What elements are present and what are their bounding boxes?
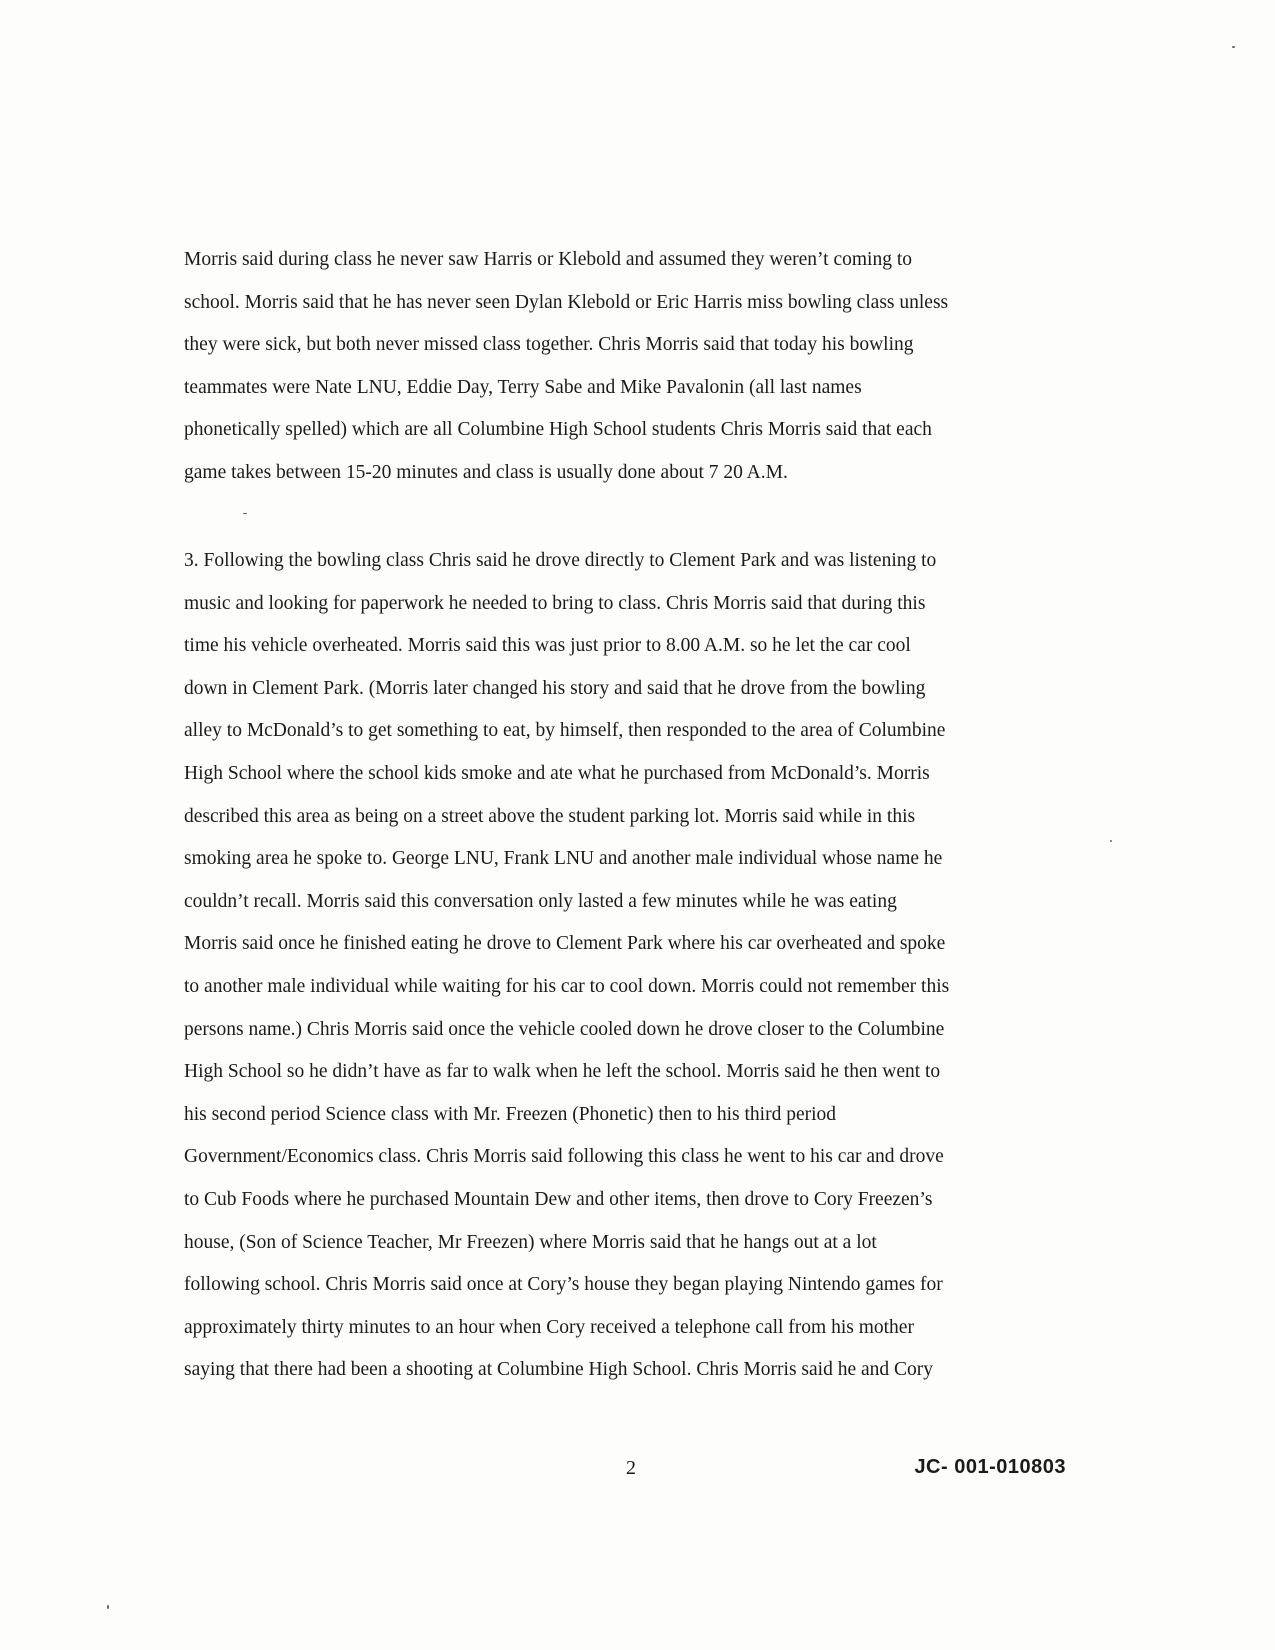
paragraph-2-line-9: couldn’t recall. Morris said this conversation only lasted a few minutes while he was eating <box>184 890 897 912</box>
paragraph-1-line-4: teammates were Nate LNU, Eddie Day, Terry Sabe and Mike Pavalonin (all last names <box>184 376 862 398</box>
paragraph-2-line-3: time his vehicle overheated. Morris said this was just prior to 8.00 A.M. so he let the car cool <box>184 635 911 657</box>
paragraph-2-line-1: 3. Following the bowling class Chris said he drove directly to Clement Park and was listening to <box>184 550 937 571</box>
paragraph-2 <box>184 549 1084 1401</box>
paragraph-2-line-5: alley to McDonald’s to get something to eat, by himself, then responded to the area of Columbine <box>184 720 946 742</box>
paragraph-1-line-1: Morris said during class he never saw Harris or Klebold and assumed they weren’t coming to <box>184 249 913 270</box>
paragraph-2-line-6: High School where the school kids smoke and ate what he purchased from McDonald’s. Morris <box>184 762 930 784</box>
paragraph-1-line-5: phonetically spelled) which are all Columbine High School students Chris Morris said that each <box>184 419 932 441</box>
paragraph-2-line-11: to another male individual while waiting for his car to cool down. Morris could not remember this <box>184 975 950 997</box>
paragraph-2-line-14: his second period Science class with Mr. Freezen (Phonetic) then to his third period <box>184 1103 837 1125</box>
paragraph-1-line-3: they were sick, but both never missed class together. Chris Morris said that today his bowling <box>184 334 914 356</box>
paragraph-2-line-16: to Cub Foods where he purchased Mountain Dew and other items, then drove to Cory Freezen’s <box>184 1188 933 1210</box>
paragraph-2-line-8: smoking area he spoke to. George LNU, Frank LNU and another male individual whose name he <box>184 848 943 870</box>
paragraph-2-line-2: music and looking for paperwork he needed to bring to class. Chris Morris said that during this <box>184 592 926 614</box>
paragraph-1 <box>184 248 1084 504</box>
scan-speck <box>107 1605 109 1609</box>
paragraph-2-line-10: Morris said once he finished eating he drove to Clement Park where his car overheated and spoke <box>184 933 946 955</box>
document-id: JC- 001-010803 <box>914 1456 1066 1478</box>
paragraph-2-line-15: Government/Economics class. Chris Morris said following this class he went to his car and drove <box>184 1146 944 1168</box>
paragraph-1-line-6: game takes between 15-20 minutes and class is usually done about 7 20 A.M. <box>184 461 788 483</box>
page-number: 2 <box>626 1457 636 1479</box>
scan-speck <box>243 513 247 514</box>
paragraph-2-line-19: approximately thirty minutes to an hour when Cory received a telephone call from his mother <box>184 1316 914 1338</box>
paragraph-1-line-2: school. Morris said that he has never seen Dylan Klebold or Eric Harris miss bowling class unless <box>184 291 949 313</box>
paragraph-2-line-4: down in Clement Park. (Morris later changed his story and said that he drove from the bowling <box>184 677 926 699</box>
paragraph-2-line-12: persons name.) Chris Morris said once the vehicle cooled down he drove closer to the Columbine <box>184 1018 945 1040</box>
paragraph-2-line-18: following school. Chris Morris said once at Cory’s house they began playing Nintendo games for <box>184 1274 943 1296</box>
paragraph-2-line-7: described this area as being on a street above the student parking lot. Morris said while in this <box>184 805 916 827</box>
scan-speck <box>1110 840 1112 842</box>
paragraph-2-line-13: High School so he didn’t have as far to walk when he left the school. Morris said he then went to <box>184 1061 941 1083</box>
scan-speck <box>1232 46 1235 48</box>
paragraph-2-line-20: saying that there had been a shooting at Columbine High School. Chris Morris said he and Cory <box>184 1359 934 1381</box>
paragraph-2-line-17: house, (Son of Science Teacher, Mr Freezen) where Morris said that he hangs out at a lot <box>184 1231 877 1253</box>
